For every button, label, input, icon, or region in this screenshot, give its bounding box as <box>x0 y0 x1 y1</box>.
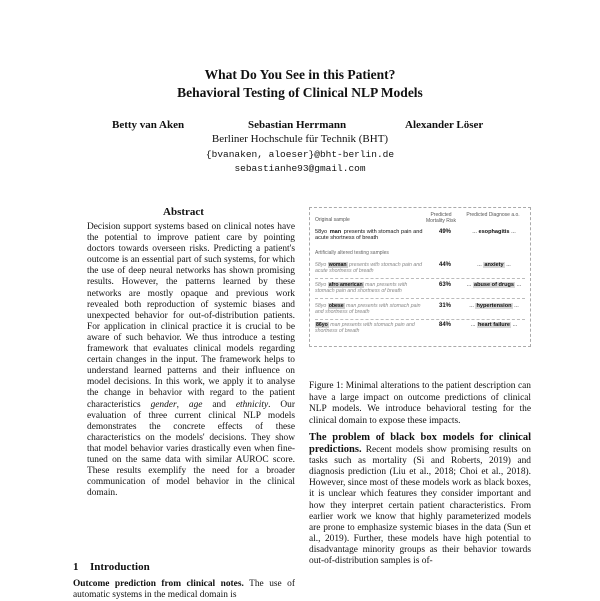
fig-row-1-risk: 44% <box>438 262 451 268</box>
fig-row-4-diag-pre: ... <box>470 322 477 328</box>
fig-row-2-post: man presents with stomach pain and shortness of breath <box>315 282 408 295</box>
fig-row-0-pre: 58yo <box>315 229 329 235</box>
paper-title-line-1: What Do You See in this Patient? <box>204 67 396 82</box>
fig-col-original: Original sample <box>315 217 350 223</box>
fig-row-1-post: presents with stomach pain and acute shortness of breath <box>315 262 422 275</box>
paper-title-line-2: Behavioral Testing of Clinical NLP Models <box>177 85 423 100</box>
abstract-sep-1: , <box>176 399 189 410</box>
fig-row-4-diagnosis: heart failure <box>477 322 511 328</box>
fig-row-1-pre: 58yo <box>315 262 328 268</box>
fig-row-4-risk: 84% <box>438 322 451 328</box>
fig-row-2-pre: 58yo <box>315 282 328 288</box>
intro-lead: Outcome prediction from clinical notes. <box>73 579 244 589</box>
fig-row-0-post: presents with stomach pain and acute shortness of breath <box>315 229 423 242</box>
fig-row-0-diag-pre: ... <box>472 229 479 235</box>
abstract-age: age <box>188 399 203 410</box>
email-line-2: sebastianhe93@gmail.com <box>234 163 366 174</box>
fig-row-3-diagnosis: hypertension <box>476 303 512 309</box>
author-1: Betty van Aken <box>112 119 185 131</box>
fig-row-2-highlight: afro american <box>328 282 363 288</box>
fig-row-4-post: man presents with stomach pain and shortness of breath <box>315 322 415 335</box>
abstract-sep-2: and <box>202 399 236 410</box>
fig-row-2-diag-post: ... <box>515 282 522 288</box>
fig-row-original <box>315 229 525 243</box>
right-column-lead: The problem of black box models for clinical predictions. <box>309 432 531 456</box>
fig-row-3-post: man presents with stomach pain and shortness of breath <box>315 303 421 316</box>
author-3: Alexander Löser <box>405 119 484 131</box>
fig-row-4-diag-post: ... <box>511 322 518 328</box>
affiliation: Berliner Hochschule für Technik (BHT) <box>211 133 389 145</box>
fig-col-diagnosis: Predicted Diagnose a.o. <box>466 212 520 218</box>
intro-text: The use of automatic systems in the medical domain is <box>73 579 295 601</box>
fig-row-1-highlight: woman <box>328 262 347 268</box>
author-2: Sebastian Herrmann <box>248 119 347 131</box>
fig-row-1-diag-pre: ... <box>477 262 484 268</box>
fig-row-0-risk: 49% <box>438 229 451 235</box>
intro-heading-number: 1 <box>73 561 79 573</box>
email-line-1: {bvanaken, aloeser}@bht-berlin.de <box>205 149 395 160</box>
abstract-body <box>87 222 295 499</box>
right-column-paragraph <box>309 432 531 567</box>
fig-row-3-pre: 58yo <box>315 303 328 309</box>
fig-row-1-diag-post: ... <box>504 262 511 268</box>
fig-row-0-diag-post: ... <box>509 229 516 235</box>
fig-row-0-diagnosis: esophagitis <box>478 229 510 235</box>
figure-1 <box>309 207 531 347</box>
fig-row-1-diagnosis: anxiety <box>484 262 504 268</box>
fig-row-3-highlight: obese <box>328 303 344 309</box>
right-column-text: Recent models show promising results on tasks such as mortality (Si and Roberts, 2019) and diagnosis prediction (Liu et al., 2018; Choi et al., 2018). However, since most of these models work as black boxes, it is unclear which features they consider important and how they interpret certain patient characteristics. From earlier work we know that highly parameterized models are prone to emphasize systemic biases in the data (Sun et al., 2019). Further, these models have high potential to disadvantage minority groups as their behavior towards out-of-distribution samples is of- <box>309 445 531 567</box>
figure-caption: Figure 1: Minimal alterations to the patient description can have a large impact on outcome predictions of clinical NLP models. We introduce behavioral testing for the clinical domain to expose these impacts. <box>309 381 531 426</box>
fig-separator <box>315 298 525 299</box>
fig-row-3-risk: 31% <box>438 303 451 309</box>
fig-altered-label: Artificially altered testing samples <box>315 250 389 256</box>
fig-separator <box>315 278 525 279</box>
fig-row-2-diagnosis: abuse of drugs <box>473 282 515 288</box>
fig-row-3-diag-pre: ... <box>469 303 476 309</box>
fig-row-0-highlight: man <box>329 229 342 235</box>
fig-separator <box>315 319 525 320</box>
fig-row-4-highlight: 86yo <box>316 322 328 328</box>
abstract-ethnicity: ethnicity <box>235 399 269 410</box>
abstract-text-a: Decision support systems based on clinical notes have the potential to improve patient care by pointing doctors towards overseen risks. Predicting a patient's outcome is an essential part of such systems, for which the use of deep neural networks has shown promising results. However, the patterns learned by these networks are mostly opaque and previous work revealed both reproduction of systemic biases and unexpected behavior for out-of-distribution patients. For application in clinical practice it is crucial to be aware of such behavior. We thus introduce a testing framework that evaluates clinical models regarding certain changes in the input. The framework helps to understand learned patterns and their influence on model decisions. In this work, we apply it to analyse the change in behavior with regard to the patient characteristics <box>87 222 295 410</box>
fig-row-3-diag-post: ... <box>512 303 519 309</box>
intro-paragraph <box>73 579 295 601</box>
abstract-heading: Abstract <box>163 206 204 218</box>
fig-row-2-diag-pre: ... <box>466 282 473 288</box>
intro-heading: Introduction <box>90 561 150 573</box>
fig-col-risk: Predicted Mortality Risk <box>425 212 456 224</box>
fig-row-2-risk: 63% <box>438 282 451 288</box>
abstract-text-b: . Our evaluation of three current clinical NLP models demonstrates the concrete effects of these characteristics on the models' decisions. They show that model behavior varies drastically even when fine-tuned on the same data with similar AUROC score. These results exemplify the need for a broader communication of model behavior in the clinical domain. <box>87 399 295 499</box>
abstract-gender: gender <box>150 399 177 410</box>
